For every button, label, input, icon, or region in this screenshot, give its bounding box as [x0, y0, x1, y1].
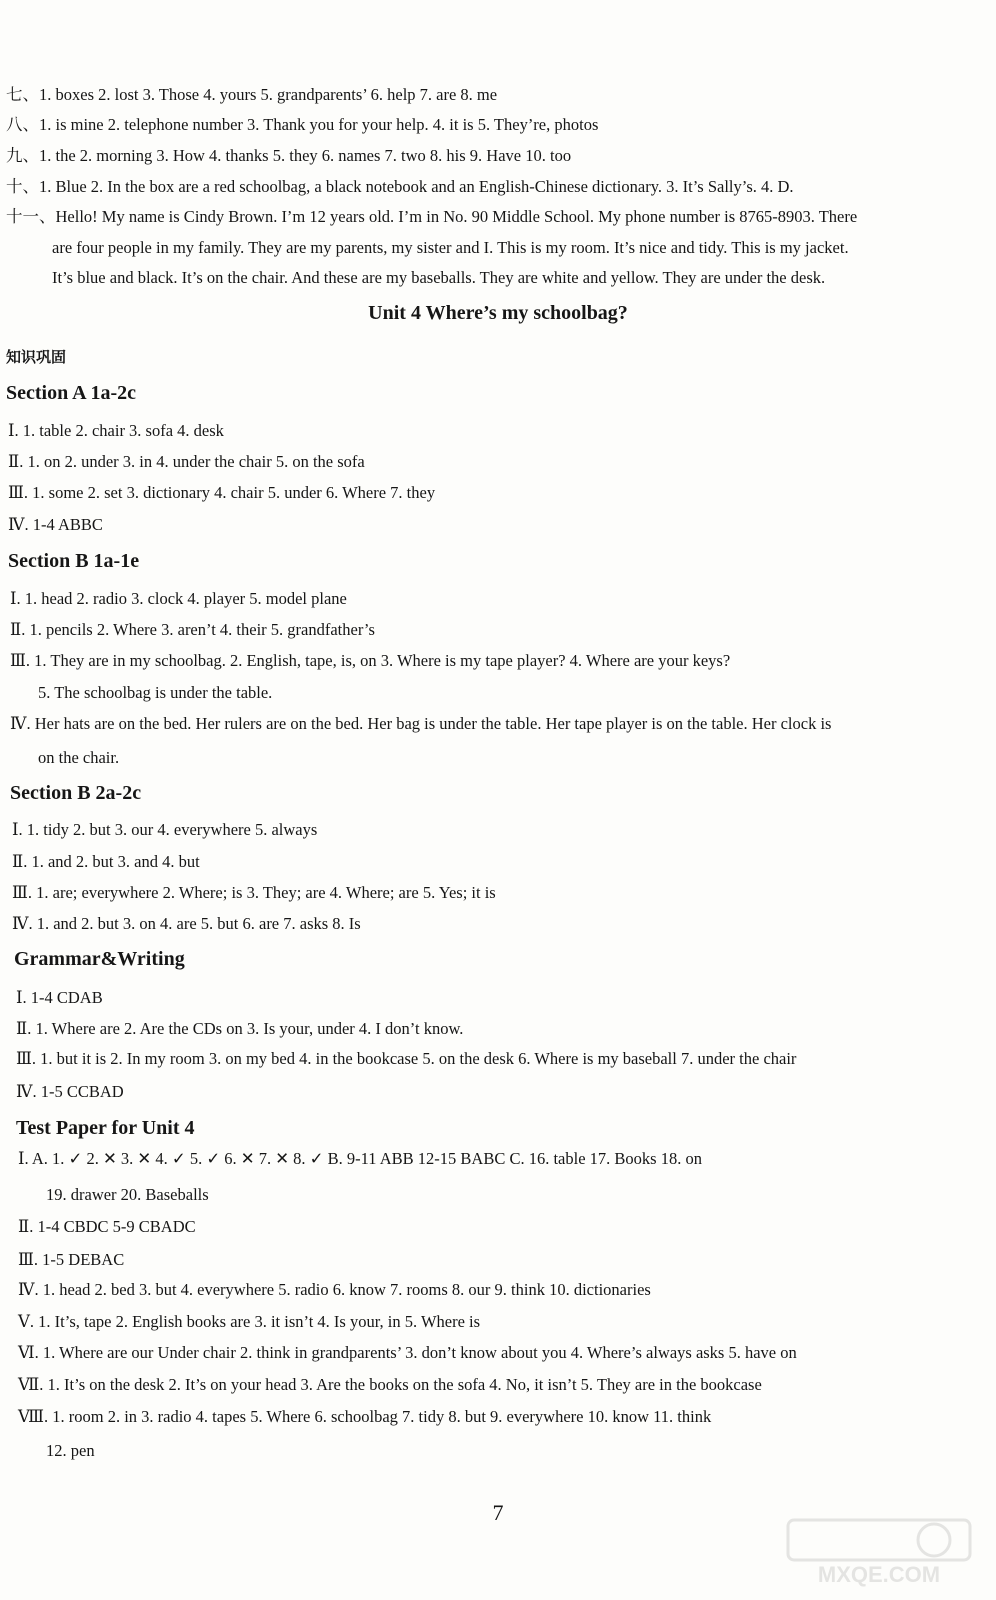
watermark-logo — [784, 1516, 974, 1588]
test-line-6: Ⅵ. 1. Where are our Under chair 2. think in grandparents’ 3. don’t know about you 4. Where’s always asks 5. have on — [18, 1343, 797, 1362]
section-a-line-3: Ⅲ. 1. some 2. set 3. dictionary 4. chair 5. under 6. Where 7. they — [8, 483, 436, 502]
section-b2-line-3: Ⅲ. 1. are; everywhere 2. Where; is 3. They; are 4. Where; are 5. Yes; it is — [12, 883, 496, 902]
grammar-line-3: Ⅲ. 1. but it is 2. In my room 3. on my bed 4. in the bookcase 5. on the desk 6. Where is my baseball 7. under the chair — [16, 1049, 797, 1068]
answer-line-10: 十、1. Blue 2. In the box are a red schoolbag, a black notebook and an English-Chinese dictionary. 3. It’s Sally’s. 4. D. — [6, 177, 794, 196]
grammar-line-1: Ⅰ. 1-4 CDAB — [16, 988, 103, 1007]
svg-text:MXQE.COM: MXQE.COM — [817, 1562, 941, 1587]
section-b-1a-1e-title: Section B 1a-1e — [8, 550, 140, 572]
test-line-7: Ⅶ. 1. It’s on the desk 2. It’s on your head 3. Are the books on the sofa 4. No, it isn’t 5. They are in the bookcase — [18, 1375, 762, 1394]
section-a-line-1: Ⅰ. 1. table 2. chair 3. sofa 4. desk — [8, 421, 224, 440]
test-line-1: Ⅰ. A. 1. ✓ 2. ✕ 3. ✕ 4. ✓ 5. ✓ 6. ✕ 7. ✕ 8. ✓ B. 9-11 ABB 12-15 BABC C. 16. table 17. Books 18. on — [18, 1149, 702, 1168]
answer-line-11-cont-1: are four people in my family. They are my parents, my sister and I. This is my room. It’s nice and tidy. This is my jacket. — [52, 238, 849, 257]
test-line-3: Ⅲ. 1-5 DEBAC — [18, 1250, 125, 1269]
section-b1-line-4-cont: on the chair. — [38, 748, 120, 767]
section-b2-line-4: Ⅳ. 1. and 2. but 3. on 4. are 5. but 6. are 7. asks 8. Is — [12, 914, 361, 933]
answer-line-7: 七、1. boxes 2. lost 3. Those 4. yours 5. grandparents’ 6. help 7. are 8. me — [6, 85, 498, 104]
unit-title: Unit 4 Where’s my schoolbag? — [368, 302, 628, 324]
section-b1-line-3: Ⅲ. 1. They are in my schoolbag. 2. English, tape, is, on 3. Where is my tape player? 4. Where are your keys? — [10, 651, 731, 670]
section-a-1a-2c-title: Section A 1a-2c — [6, 382, 136, 404]
grammar-line-4: Ⅳ. 1-5 CCBAD — [16, 1082, 124, 1101]
section-b-2a-2c-title: Section B 2a-2c — [10, 782, 142, 804]
section-b2-line-2: Ⅱ. 1. and 2. but 3. and 4. but — [12, 852, 200, 871]
page-number: 7 — [492, 1500, 504, 1525]
test-line-1-cont: 19. drawer 20. Baseballs — [46, 1185, 209, 1204]
knowledge-consolidation-heading: 知识巩固 — [6, 348, 67, 366]
test-line-2: Ⅱ. 1-4 CBDC 5-9 CBADC — [18, 1217, 196, 1236]
test-line-4: Ⅳ. 1. head 2. bed 3. but 4. everywhere 5. radio 6. know 7. rooms 8. our 9. think 10. dictionaries — [18, 1280, 651, 1299]
test-paper-title: Test Paper for Unit 4 — [16, 1117, 195, 1139]
answer-line-11-cont-2: It’s blue and black. It’s on the chair. And these are my baseballs. They are white and yellow. They are under the desk. — [52, 268, 826, 287]
section-b1-line-1: Ⅰ. 1. head 2. radio 3. clock 4. player 5. model plane — [10, 589, 347, 608]
section-a-line-4: Ⅳ. 1-4 ABBC — [8, 515, 103, 534]
grammar-writing-title: Grammar&Writing — [14, 948, 185, 970]
test-line-5: Ⅴ. 1. It’s, tape 2. English books are 3. it isn’t 4. Is your, in 5. Where is — [18, 1312, 481, 1331]
section-b2-line-1: Ⅰ. 1. tidy 2. but 3. our 4. everywhere 5. always — [12, 820, 318, 839]
test-line-8: Ⅷ. 1. room 2. in 3. radio 4. tapes 5. Where 6. schoolbag 7. tidy 8. but 9. everywhere 10. know 11. think — [18, 1407, 712, 1426]
answer-line-9: 九、1. the 2. morning 3. How 4. thanks 5. they 6. names 7. two 8. his 9. Have 10. too — [6, 146, 572, 165]
section-a-line-2: Ⅱ. 1. on 2. under 3. in 4. under the chair 5. on the sofa — [8, 452, 365, 471]
test-line-8-cont: 12. pen — [46, 1441, 95, 1460]
section-b1-line-3-cont: 5. The schoolbag is under the table. — [38, 683, 273, 702]
answer-line-8: 八、1. is mine 2. telephone number 3. Thank you for your help. 4. it is 5. They’re, photos — [6, 115, 599, 134]
section-b1-line-2: Ⅱ. 1. pencils 2. Where 3. aren’t 4. their 5. grandfather’s — [10, 620, 375, 639]
grammar-line-2: Ⅱ. 1. Where are 2. Are the CDs on 3. Is your, under 4. I don’t know. — [16, 1019, 464, 1038]
answer-line-11: 十一、Hello! My name is Cindy Brown. I’m 12 years old. I’m in No. 90 Middle School. My phone number is 8765-8903. There — [6, 207, 858, 226]
section-b1-line-4: Ⅳ. Her hats are on the bed. Her rulers are on the bed. Her bag is under the table. Her tape player is on the table. Her clock is — [10, 714, 832, 733]
